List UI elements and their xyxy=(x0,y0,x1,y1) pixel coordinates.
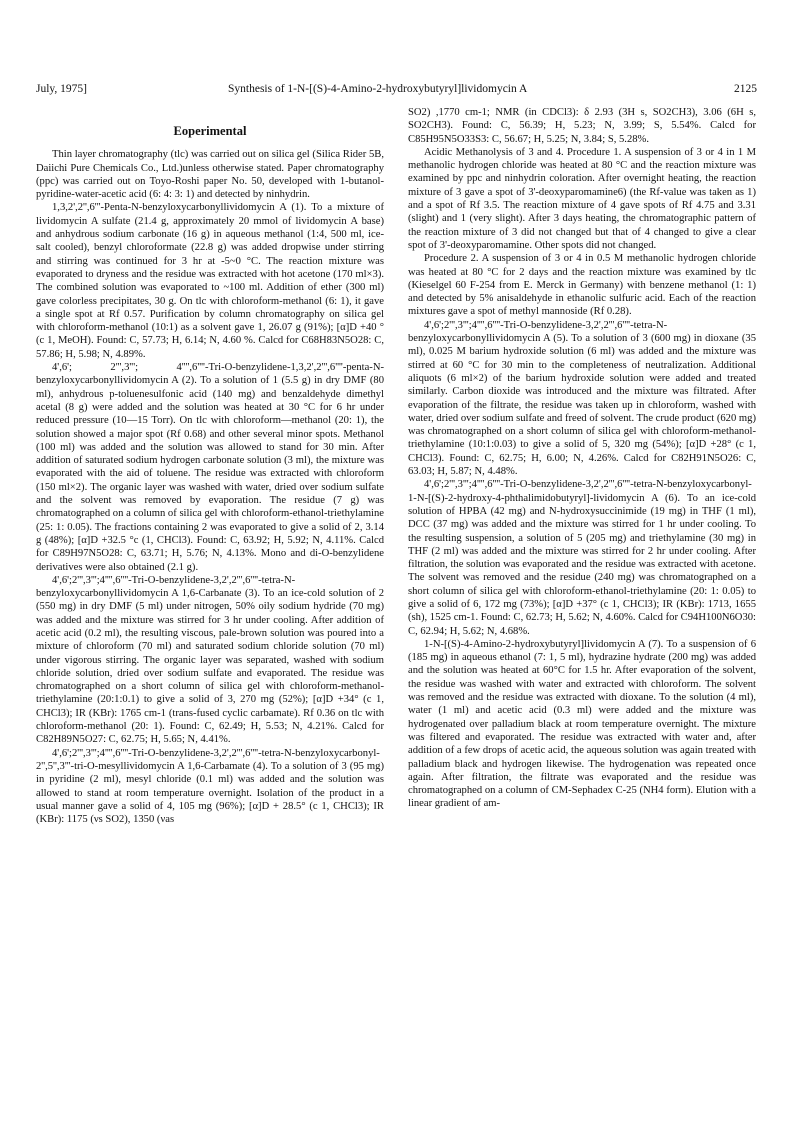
running-title: Synthesis of 1-N-[(S)-4-Amino-2-hydroxybutyryl]lividomycin A xyxy=(228,83,528,95)
paragraph-general: Thin layer chromatography (tlc) was carried out on silica gel (Silica Rider 5B, Daiichi Pure Chemicals Co., Ltd.)unless otherwise stated. Paper chromatography (ppc) was carried out on Toyo-Roshi paper No. 50, developed with 1-butanol-pyridine-water-acetic acid (6: 4: 3: 1) and detected by ninhydrin. xyxy=(36,149,384,201)
running-header xyxy=(36,83,757,99)
page-number: 2125 xyxy=(734,83,757,95)
left-column xyxy=(36,125,384,826)
paragraph-procedure-2: Procedure 2. A suspension of 3 or 4 in 0.5 M methanolic hydrogen chloride was heated at 80 °C for 2 days and the reaction mixture was examined by tlc (Kieselgel 60 F-254 from E. Merck in Germany) with benzene methanol (1: 1) and detected by 5% anisaldehyde in ethanolic sulfuric acid. Each of the reaction mixtures gave a spot of methyl mannoside (Rf 0.28). xyxy=(408,253,756,318)
paragraph-compound-1: 1,3,2',2'',6'''-Penta-N-benzyloxycarbonyllividomycin A (1). To a mixture of lividomycin A sulfate (21.4 g, approximately 20 mmol of lividomycin A base) and anhydrous sodium carbonate (16 g) in aqueous methanol (1:4, 500 ml, ice-salt cooled), benzyl chloroformate (22.8 g) was added dropwise under stirring and stirring was continued for 3 hr at -5~0 °C. The reaction mixture was evaporated to dryness and the residue was extracted with hot acetone (170 ml×3). The combined solution was evaporated to ~100 ml. Addition of ether (300 ml) gave colorless precipitates, 30 g. On tlc with chloroform-methanol (6: 1), it gave a single spot at Rf 0.57. Purification by column chromatography on silica gel with chloroform-methanol (10:1) as a solvent gave 1, 26.07 g (91%); [α]D +40 ° (c 1, MeOH). Found: C, 57.73; H, 6.14; N, 4.60 %. Calcd for C68H83N5O28: C, 57.86; H, 5.98; N, 4.89%. xyxy=(36,202,384,360)
paragraph-compound-5: 4',6';2''',3''';4'''',6''''-Tri-O-benzylidene-3,2',2''',6''''-tetra-N-benzyloxycarbonyllividomycin A (5). To a solution of 3 (600 mg) in dioxane (35 ml), 0.025 M barium hydroxide solution (6 ml) was added and the mixture was stirred at 60 °C for 30 min to the completeness of neutralization. Additional aliquots (6 ml×2) of the barium hydroxide solution were added and treated similarly. Carbon dioxide was introduced and the mixture was filtrated. After evaporation of the filtrate, the residue was taken up in chloroform, washed with water, dried over sodium sulfate and freed of solvent. The crude product (620 mg) was chromatographed on a short column of silica gel with chloroform-methanol-triethylamine (10:1:0.03) to give a solid of 5, 320 mg (54%); [α]D +28° (c 1, CHCl3). Found: C, 62.75; H, 6.00; N, 4.26%. Calcd for C82H91N5O26: C, 63.03; H, 5.87; N, 4.48%. xyxy=(408,319,756,478)
paragraph-compound-6: 4',6';2''',3''';4'''',6''''-Tri-O-benzylidene-3,2',2''',6''''-tetra-N-benzyloxycarbonyl-1-N-[(S)-2-hydroxy-4-phthalimidobutyryl]-lividomycin A (6). To an ice-cold solution of HPBA (42 mg) and N-hydroxysuccinimide (19 mg) in THF (1 ml), DCC (37 mg) was added and the mixture was stirred for 1 hr under cooling. To the resulting suspension, a solution of 5 (205 mg) and triethylamine (30 mg) in THF (2 ml) was added and the mixture was stirred for 2 hr under cooling. After filtration, the solution was evaporated and the residue was extracted with acetone. The solvent was removed and the residue (240 mg) was chromatographed on a short column of silica gel with chloroform-ethanol-triethylamine (20: 1: 0.05) to give a solid of 6, 172 mg (73%); [α]D +37° (c 1, CHCl3); IR (KBr): 1713, 1655 (sh), 1525 cm-1. Found: C, 62.73; H, 5.62; N, 4.60%. Calcd for C94H100N6O30: C, 62.94; H, 5.62; N, 4.68%. xyxy=(408,479,756,637)
paragraph-compound-4: 4',6';2''',3''';4'''',6''''-Tri-O-benzylidene-3,2',2''',6''''-tetra-N-benzyloxycarbonyl-2'',5'',3'''-tri-O-mesyllividomycin A 1,6-Carbamate (4). To a solution of 3 (95 mg) in pyridine (2 ml), mesyl chloride (0.1 ml) was added and the solution was allowed to stand at room temperature overnight. Isolation of the product in a usual manner gave a solid of 4, 105 mg (96%); [α]D + 28.5° (c 1, CHCl3); IR (KBr): 1175 (νs SO2), 1350 (νas xyxy=(36,747,384,826)
paragraph-compound-2: 4',6'; 2''',3'''; 4'''',6''''-Tri-O-benzylidene-1,3,2',2''',6''''-penta-N-benzyloxycarbonyllividomycin A (2). To a solution of 1 (5.5 g) in dry DMF (80 ml), anhydrous p-toluenesulfonic acid (140 mg) and benzaldehyde dimethyl acetal (8 g) were added and the solution was heated at 30 °C for 6 hr under reduced pressure (10—15 Torr). On tlc with chloroform—methanol (20: 1), the solution showed a major spot (Rf 0.68) and other several minor spots. Methanol (100 ml) was added and the solution was allowed to stand for 30 min. After addition of saturated sodium hydrogen carbonate solution (3 ml), the mixture was evaporated with the aid of toluene. The residue was extracted with chloroform (150 ml×2). The organic layer was washed with water, dried over sodium sulfate and the solvent was removed by evaporation. The residue (7 g) was chromatographed on a column of silica gel with chloroform-ethanol-triethylamine (25: 1: 0.05). The fractions containing 2 was evaporated to give a solid of 2, 3.14 g (48%); [α]D +32.5 °c (1, CHCl3). Found: C, 63.92; H, 5.92; N, 4.11%. Calcd for C89H97N5O28: C, 63.71; H, 5.76; N, 4.13%. Mono and di-O-benzylidene derivatives were also obtained (2.1 g). xyxy=(36,362,384,573)
section-title: Eoperimental xyxy=(173,124,247,138)
issue-date: July, 1975] xyxy=(36,83,88,95)
paragraph-compound-3: 4',6';2''',3''';4'''',6''''-Tri-O-benzylidene-3,2',2''',6''''-tetra-N-benzyloxycarbonyllividomycin A 1,6-Carbanate (3). To an ice-cold solution of 2 (550 mg) in dry DMF (5 ml) under nitrogen, 50% oily sodium hydride (70 mg) was added and the mixture was stirred for 3 hr under cooling. After addition of acetic acid (0.2 ml), the resulting viscous, pale-brown solution was poured into a mixture of chloroform (70 ml) and saturated sodium chloride solution (70 ml) under vigorous stirring. The organic layer was separated, washed with sodium chloride solution, dried over sodium sulfate and evaporated. The residue was chromatographed on a short column of silica gel with chloroform-methanol-triethylamine (20:1:0.1) to give a solid of 3, 270 mg (52%); [α]D +34° (c 1, CHCl3); IR (KBr): 1765 cm-1 (trans-fused cyclic carbamate). Rf 0.36 on tlc with chloroform-methanol (20: 1). Found: C, 62.49; H, 5.53; N, 4.21%. Calcd for C82H89N5O27: C, 62.75; H, 5.65; N, 4.41%. xyxy=(36,574,384,746)
paragraph-methanolysis: Acidic Methanolysis of 3 and 4. Procedure 1. A suspension of 3 or 4 in 1 M methanolic hydrogen chloride was heated at 80 °C and the reaction mixture was examined by ppc and ninhydrin coloration. After overnight heating, the reaction mixture of 3 gave a spot of 3'-deoxyparomamine6) (the Rf-value was taken as 1) and a spot of Rf 3.5. The reaction mixture of 4 gave spots of Rf 4.75 and 3.31 (slight) and 1 (very slight). After 3 days heating, the chromatographic pattern of the reaction mixture of 3 did not changed but that of 4 changed to give a clear spot of 3'-deoxyparomamine. Other spots did not changed. xyxy=(408,146,756,251)
paragraph-compound-7: 1-N-[(S)-4-Amino-2-hydroxybutyryl]lividomycin A (7). To a suspension of 6 (185 mg) in aqueous ethanol (7: 1, 5 ml), hydrazine hydrate (200 mg) was added and the solution was heated at 60°C for 1.5 hr. After evaporation of the solvent, the residue was washed with water and extracted with chloroform. The solvent was removed and the residue was extracted with dioxane. To the solution (4 ml), water (1 ml) and acetic acid (0.3 ml) were added and the mixture was hydrogenated over palladium black at room temperature overnight. The mixture was filtered and evaporated. The residue was extracted with water and, after addition of a few drops of acetic acid, the aqueous solution was again treated with palladium black and hydrogen likewise. The hydrogenation was repeated once again. After filtration, the filtrate was evaporated and the residue was chromatographed on a column of CM-Sephadex C-25 (NH4 form). Elution with a linear gradient of am- xyxy=(408,638,756,810)
paragraph-continued: SO2) ,1770 cm-1; NMR (in CDCl3): δ 2.93 (3H s, SO2CH3), 3.06 (6H s, SO2CH3). Found: C, 56.39; H, 5.23; N, 3.99; S, 5.54%. Calcd for C85H95N5O33S3: C, 56.67; H, 5.25; N, 3.84; S, 5.28%. xyxy=(408,107,756,145)
right-column xyxy=(408,106,756,811)
